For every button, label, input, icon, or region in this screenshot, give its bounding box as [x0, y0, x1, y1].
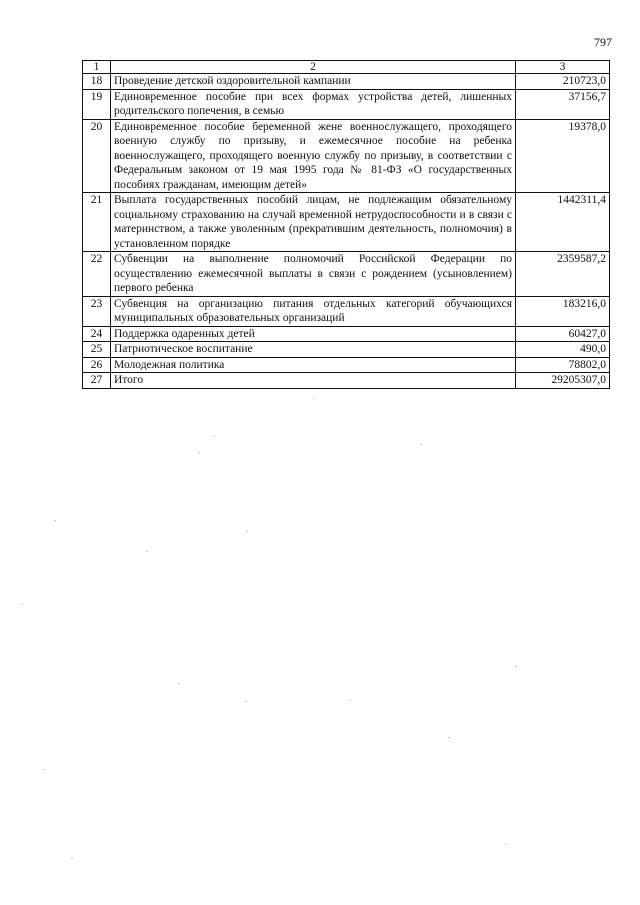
scan-speck	[71, 858, 73, 859]
row-description: Субвенции на выполнение полномочий Российской Федерации по осуществлению ежемесячной выплаты в связи с рождением (усыновлением) первого ребенка	[111, 252, 516, 297]
table-header-row	[83, 61, 610, 74]
header-col-2: 2	[111, 61, 516, 74]
row-amount: 183216,0	[516, 296, 610, 326]
table-row	[83, 119, 610, 193]
header-col-3: 3	[516, 61, 610, 74]
scan-speck	[198, 452, 200, 453]
scan-speck	[178, 683, 180, 684]
scan-speck	[505, 844, 507, 845]
row-amount: 78802,0	[516, 357, 610, 373]
table-row	[83, 326, 610, 342]
table-row	[83, 89, 610, 119]
row-description: Субвенция на организацию питания отдельных категорий обучающихся муниципальных образовательных организаций	[111, 296, 516, 326]
row-number: 18	[83, 74, 111, 90]
row-description: Выплата государственных пособий лицам, не подлежащим обязательному социальному страхованию на случай временной нетрудоспособности и в связи с материнством, а также уволенным (прекратившим деятельность, полномочия) в установленном порядке	[111, 193, 516, 252]
scan-speck	[349, 700, 351, 701]
table-row	[83, 342, 610, 358]
row-number: 23	[83, 296, 111, 326]
row-amount: 210723,0	[516, 74, 610, 90]
row-amount: 490,0	[516, 342, 610, 358]
budget-table	[82, 60, 610, 389]
row-description: Молодежная политика	[111, 357, 516, 373]
row-description: Проведение детской оздоровительной кампании	[111, 74, 516, 90]
row-amount: 60427,0	[516, 326, 610, 342]
row-amount: 29205307,0	[516, 373, 610, 389]
table-row	[83, 193, 610, 252]
row-amount: 19378,0	[516, 119, 610, 193]
page-number: 797	[594, 35, 612, 49]
row-number: 24	[83, 326, 111, 342]
scan-speck	[146, 551, 148, 552]
row-description: Единовременное пособие беременной жене военнослужащего, проходящего военную службу по призыву, и ежемесячное пособие на ребенка военнослужащего, проходящего военную службу по призыву, в соответствии с Федеральным законом от 19 мая 1995 года № 81-ФЗ «О государственных пособиях гражданам, имеющим детей»	[111, 119, 516, 193]
row-description: Итого	[111, 373, 516, 389]
scan-speck	[515, 666, 517, 667]
row-description: Поддержка одаренных детей	[111, 326, 516, 342]
scan-speck	[43, 769, 45, 770]
scan-speck	[245, 701, 247, 702]
scan-speck	[448, 737, 450, 738]
scan-speck	[313, 398, 315, 399]
scan-speck	[213, 436, 215, 437]
row-amount: 1442311,4	[516, 193, 610, 252]
table-row	[83, 357, 610, 373]
row-number: 22	[83, 252, 111, 297]
row-number: 19	[83, 89, 111, 119]
scan-speck	[246, 531, 248, 532]
row-description: Патриотическое воспитание	[111, 342, 516, 358]
table-row	[83, 74, 610, 90]
scan-speck	[21, 604, 23, 605]
table-row	[83, 252, 610, 297]
row-description: Единовременное пособие при всех формах устройства детей, лишенных родительского попечения, в семью	[111, 89, 516, 119]
row-number: 26	[83, 357, 111, 373]
row-amount: 2359587,2	[516, 252, 610, 297]
header-col-1: 1	[83, 61, 111, 74]
table-row	[83, 296, 610, 326]
row-number: 20	[83, 119, 111, 193]
row-amount: 37156,7	[516, 89, 610, 119]
table-row-total	[83, 373, 610, 389]
row-number: 21	[83, 193, 111, 252]
row-number: 27	[83, 373, 111, 389]
scan-speck	[54, 520, 56, 521]
row-number: 25	[83, 342, 111, 358]
scan-speck	[420, 444, 422, 445]
